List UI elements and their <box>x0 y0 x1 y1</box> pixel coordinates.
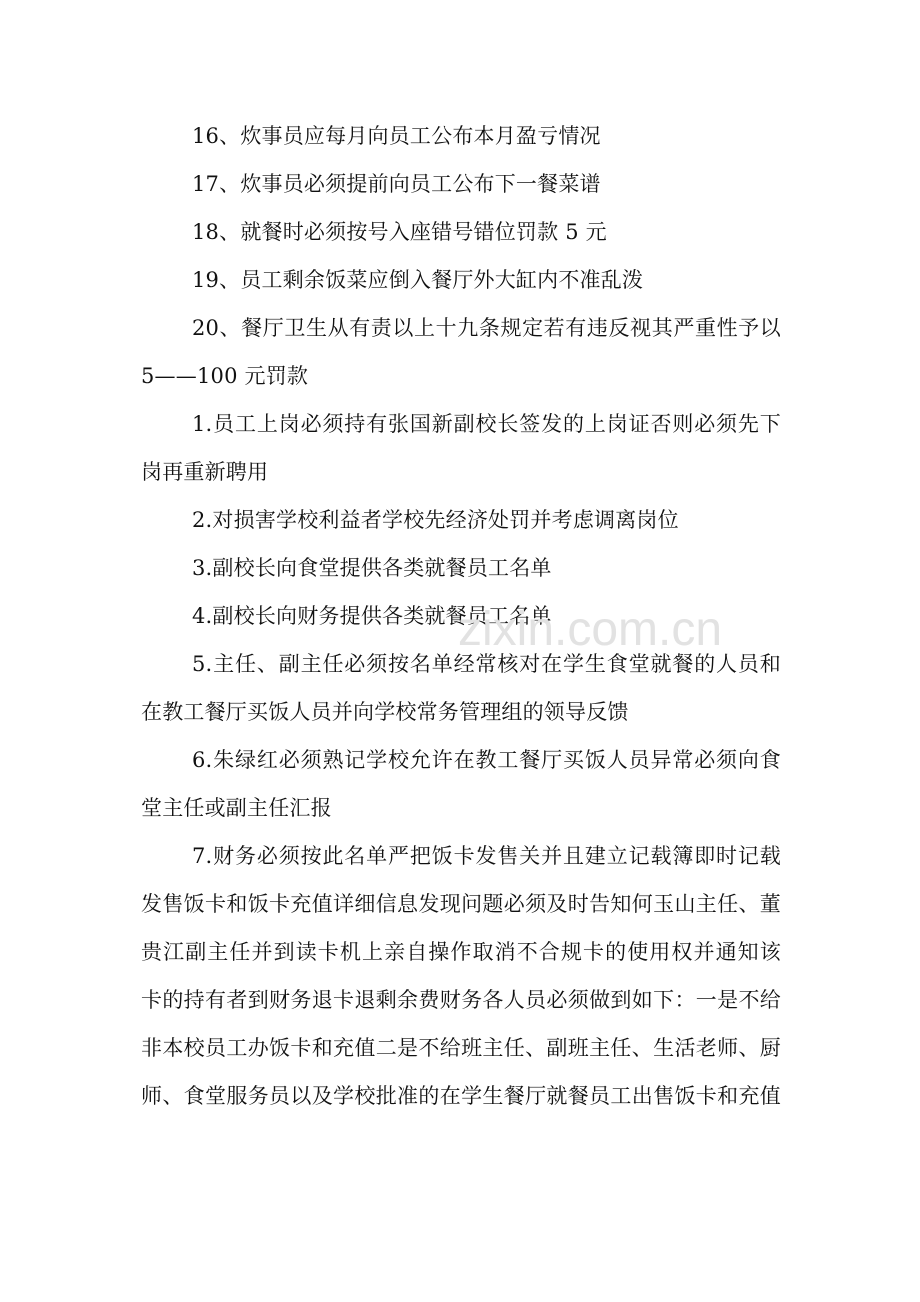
item-1-line-2: 岗再重新聘用 <box>141 460 269 484</box>
item-6-line-1: 6.朱绿红必须熟记学校允许在教工餐厅买饭人员异常必须向食 <box>192 748 781 772</box>
item-7-line-1: 7.财务必须按此名单严把饭卡发售关并且建立记载簿即时记载 <box>192 844 781 868</box>
item-5-line-1: 5.主任、副主任必须按名单经常核对在学生食堂就餐的人员和 <box>192 652 781 676</box>
item-6-line-2: 堂主任或副主任汇报 <box>141 796 332 820</box>
rule-19: 19、员工剩余饭菜应倒入餐厅外大缸内不准乱泼 <box>192 268 644 292</box>
item-7-line-6: 师、食堂服务员以及学校批准的在学生餐厅就餐员工出售饭卡和充值 <box>141 1084 781 1108</box>
rule-17: 17、炊事员必须提前向员工公布下一餐菜谱 <box>192 172 601 196</box>
item-4: 4.副校长向财务提供各类就餐员工名单 <box>192 604 552 628</box>
item-7-line-2: 发售饭卡和饭卡充值详细信息发现问题必须及时告知何玉山主任、董 <box>141 892 781 916</box>
rule-20-line-2: 5——100 元罚款 <box>141 364 309 388</box>
item-7-line-5: 非本校员工办饭卡和充值二是不给班主任、副班主任、生活老师、厨 <box>141 1036 781 1060</box>
rule-18: 18、就餐时必须按号入座错号错位罚款 5 元 <box>192 220 607 244</box>
watermark: zixin.com.cn <box>458 603 723 656</box>
item-1-line-1: 1.员工上岗必须持有张国新副校长签发的上岗证否则必须先下 <box>192 412 781 436</box>
rule-16: 16、炊事员应每月向员工公布本月盈亏情况 <box>192 124 601 148</box>
item-5-line-2: 在教工餐厅买饭人员并向学校常务管理组的领导反馈 <box>141 700 629 724</box>
item-2: 2.对损害学校利益者学校先经济处罚并考虑调离岗位 <box>192 508 679 532</box>
item-7-line-4: 卡的持有者到财务退卡退剩余费财务各人员必须做到如下：一是不给 <box>141 988 781 1012</box>
rule-20-line-1: 20、餐厅卫生从有责以上十九条规定若有违反视其严重性予以 <box>192 316 781 340</box>
item-7-line-3: 贵江副主任并到读卡机上亲自操作取消不合规卡的使用权并通知该 <box>141 940 781 964</box>
item-3: 3.副校长向食堂提供各类就餐员工名单 <box>192 556 552 580</box>
